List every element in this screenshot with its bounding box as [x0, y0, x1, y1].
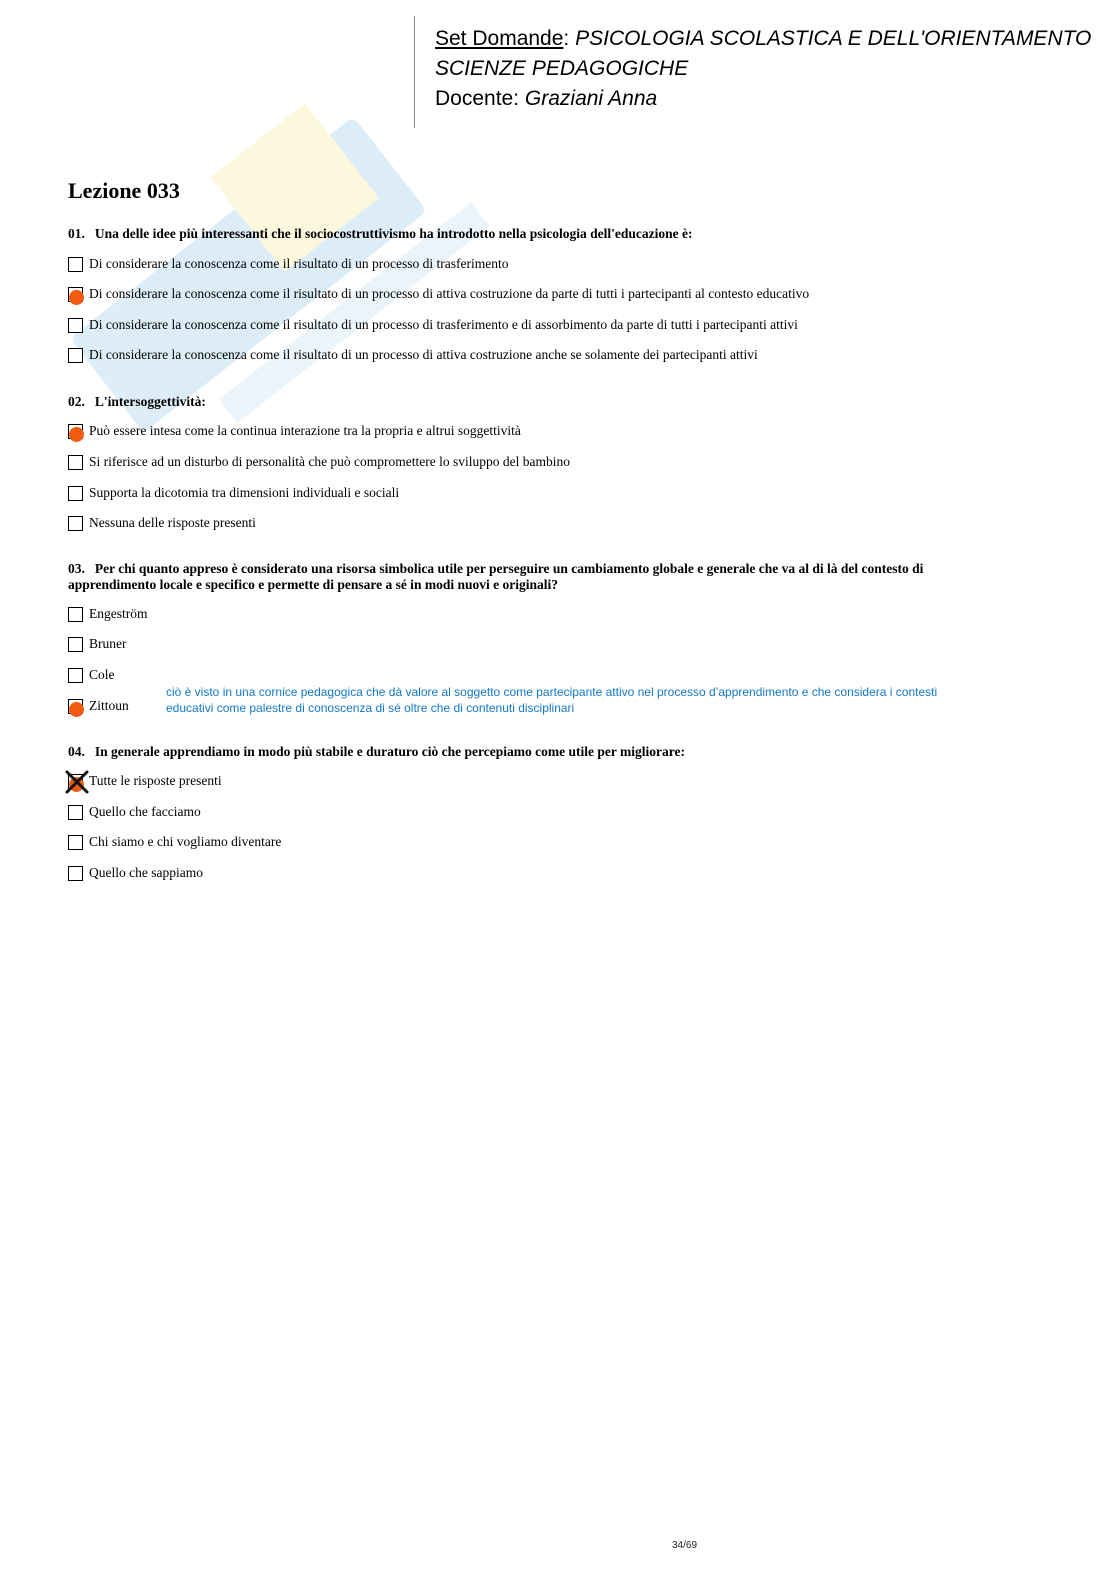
checkbox[interactable] [68, 318, 83, 333]
question-number: 04. [68, 744, 85, 759]
option-label: Nessuna delle risposte presenti [89, 515, 256, 530]
set-separator: : [563, 27, 576, 50]
question-text: Per chi quanto appreso è considerato una risorsa simbolica utile per perseguire un cambiamento globale e generale che va al di là del contesto di apprendimento locale e specifico e permette di pensare a sé in modi nuovi e originali? [68, 561, 924, 592]
checkbox[interactable] [68, 637, 83, 652]
option-label: Di considerare la conoscenza come il risultato di un processo di trasferimento e di assorbimento da parte di tutti i partecipanti attivi [89, 317, 798, 332]
checkbox[interactable] [68, 348, 83, 363]
option-label: Tutte le risposte presenti [89, 773, 222, 788]
selected-dot-icon [69, 290, 84, 305]
checkbox[interactable] [68, 866, 83, 881]
teacher-name: Graziani Anna [524, 87, 658, 110]
question-number: 02. [68, 394, 85, 409]
page-number: 34/69 [672, 1540, 698, 1551]
selected-dot-icon [69, 702, 84, 717]
answer-note: ciò è visto in una cornice pedagogica che dà valore al soggetto come partecipante attivo nel processo d’apprendimento e che considera i contesti educativi come palestre di conoscenza di sé oltre che di contenuti disciplinari [166, 685, 938, 715]
option-label: Chi siamo e chi vogliamo diventare [89, 834, 282, 849]
option-label: Può essere intesa come la continua interazione tra la propria e altrui soggettività [89, 423, 521, 438]
checkbox[interactable] [68, 486, 83, 501]
option-label: Cole [89, 667, 115, 682]
question-01 [68, 226, 988, 242]
question-04 [68, 744, 988, 760]
cross-mark-icon [64, 769, 90, 795]
teacher-line [435, 84, 1091, 114]
header-divider [414, 16, 415, 128]
checkbox[interactable] [68, 805, 83, 820]
question-text: In generale apprendiamo in modo più stabile e duraturo ciò che percepiamo come utile per migliorare: [94, 744, 685, 759]
checkbox[interactable] [68, 516, 83, 531]
option-label: Di considerare la conoscenza come il risultato di un processo di trasferimento [89, 256, 509, 271]
program-name: SCIENZE PEDAGOGICHE [435, 57, 689, 80]
question-03 [68, 561, 988, 593]
option-label: Si riferisce ad un disturbo di personalità che può compromettere lo sviluppo del bambino [89, 454, 571, 469]
option-label: Zittoun [89, 698, 129, 713]
lesson-title: Lezione 033 [68, 178, 180, 203]
set-label: Set Domande [435, 27, 564, 50]
question-text: L'intersoggettività: [94, 394, 206, 409]
question-number: 03. [68, 561, 85, 576]
selected-dot-icon [69, 427, 84, 442]
question-text: Una delle idee più interessanti che il sociocostruttivismo ha introdotto nella psicologia dell'educazione è: [94, 226, 693, 241]
checkbox[interactable] [68, 607, 83, 622]
question-02 [68, 394, 988, 410]
option-label: Quello che facciamo [89, 804, 201, 819]
option-label: Quello che sappiamo [89, 865, 203, 880]
option-label: Supporta la dicotomia tra dimensioni individuali e sociali [89, 485, 400, 500]
checkbox[interactable] [68, 455, 83, 470]
option-label: Di considerare la conoscenza come il risultato di un processo di attiva costruzione anche se solamente dei partecipanti attivi [89, 347, 758, 362]
option-label: Di considerare la conoscenza come il risultato di un processo di attiva costruzione da parte di tutti i partecipanti al contesto educativo [89, 286, 810, 301]
header-set-line [435, 24, 1091, 54]
checkbox[interactable] [68, 257, 83, 272]
question-number: 01. [68, 226, 85, 241]
checkbox[interactable] [68, 835, 83, 850]
option-label: Engeström [89, 606, 148, 621]
checkbox[interactable] [68, 668, 83, 683]
document-header [435, 24, 1091, 114]
option-label: Bruner [89, 636, 127, 651]
teacher-label: Docente: [435, 87, 525, 110]
course-title: PSICOLOGIA SCOLASTICA E DELL'ORIENTAMENTO [575, 27, 1092, 50]
